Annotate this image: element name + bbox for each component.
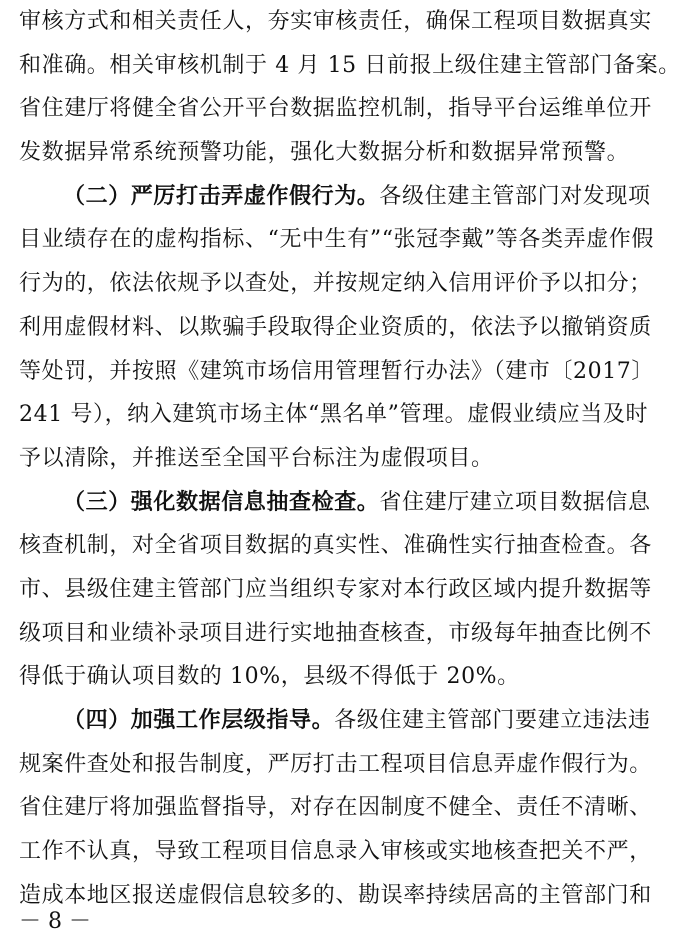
text-line: 市、县级住建主管部门应当组织专家对本行政区域内提升数据等 xyxy=(19,576,652,602)
text-line: 级项目和业绩补录项目进行实地抽查核查，市级每年抽查比例不 xyxy=(19,620,652,646)
page-number: － 8 － xyxy=(19,909,91,934)
section-2 xyxy=(19,175,679,481)
section-2-lead: 各级住建主管部门对发现项 xyxy=(379,183,651,209)
text-line: 省住建厅将健全省公开平台数据监控机制，指导平台运维单位开 xyxy=(19,96,652,122)
section-2-first-line xyxy=(19,175,679,219)
text-line: 和准确。相关审核机制于 4 月 15 日前报上级住建主管部门备案。 xyxy=(19,52,681,78)
paragraph-intro xyxy=(19,0,679,175)
text-line: 241 号），纳入建筑市场主体“黑名单”管理。虚假业绩应当及时 xyxy=(19,402,649,428)
text-line: 行为的，依法依规予以查处，并按规定纳入信用评价予以扣分； xyxy=(19,271,652,297)
text-line: 造成本地区报送虚假信息较多的、勘误率持续居高的主管部门和 xyxy=(19,882,652,908)
section-3 xyxy=(19,481,679,699)
text-line: 利用虚假材料、以欺骗手段取得企业资质的，依法予以撤销资质 xyxy=(19,314,652,340)
text-line: 规案件查处和报告制度，严厉打击工程项目信息弄虚作假行为。 xyxy=(19,751,652,777)
section-4-first-line xyxy=(19,699,679,743)
text-line: 予以清除，并推送至全国平台标注为虚假项目。 xyxy=(19,445,494,471)
text-line: 目业绩存在的虚构指标、“无中生有”“张冠李戴”等各类弄虚作假 xyxy=(19,227,654,253)
text-line: 工作不认真，导致工程项目信息录入审核或实地核查把关不严， xyxy=(19,839,652,865)
section-3-heading: （三）强化数据信息抽查检查。 xyxy=(63,489,380,515)
text-line: 审核方式和相关责任人，夯实审核责任，确保工程项目数据真实 xyxy=(19,9,652,34)
text-line: 等处罚，并按照《建筑市场信用管理暂行办法》（建市〔2017〕 xyxy=(19,358,654,384)
text-line: 省住建厅将加强监督指导，对存在因制度不健全、责任不清晰、 xyxy=(19,795,652,821)
text-line: 得低于确认项目数的 10%，县级不得低于 20%。 xyxy=(19,664,520,690)
section-4-heading: （四）加强工作层级指导。 xyxy=(63,708,335,733)
section-4-lead: 各级住建主管部门要建立违法违 xyxy=(334,708,651,733)
section-2-heading: （二）严厉打击弄虚作假行为。 xyxy=(63,183,380,209)
section-4 xyxy=(19,699,679,917)
document-body xyxy=(19,0,679,917)
text-line: 核查机制，对全省项目数据的真实性、准确性实行抽查检查。各 xyxy=(19,533,652,559)
section-3-lead: 省住建厅建立项目数据信息 xyxy=(379,489,651,515)
text-line: 发数据异常系统预警功能，强化大数据分析和数据异常预警。 xyxy=(19,140,630,166)
section-3-first-line xyxy=(19,481,679,525)
